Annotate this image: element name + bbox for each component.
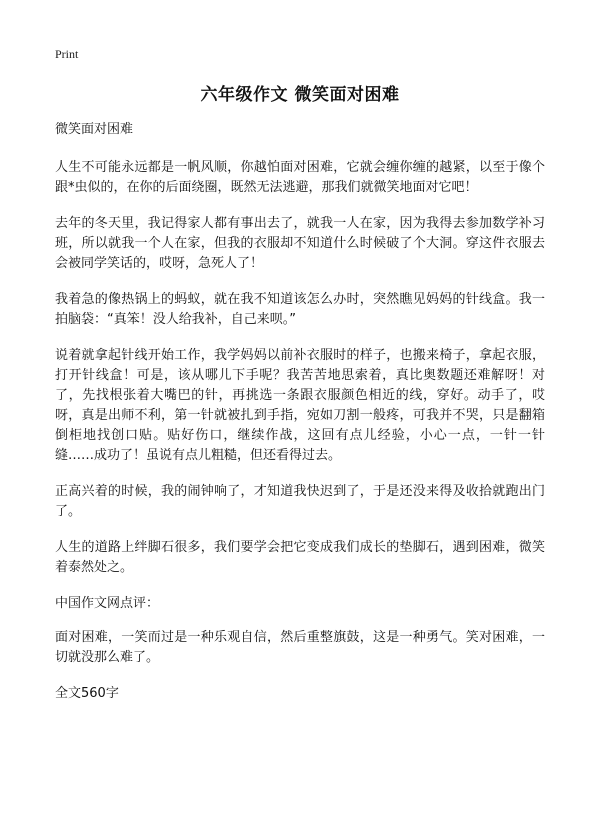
article-subtitle: 微笑面对困难: [55, 122, 134, 137]
article-title: 六年级作文 微笑面对困难: [200, 85, 400, 105]
word-count: 全文560字: [55, 686, 119, 701]
paragraph: 我着急的像热锅上的蚂蚁，就在我不知道该怎么办时，突然瞧见妈妈的针线盒。我一拍脑袋：“真笨！没人给我补，自己来呗。”: [55, 292, 545, 327]
print-link[interactable]: Print: [55, 47, 79, 61]
comment-label: 中国作文网点评：: [55, 596, 160, 611]
comment-text: 面对困难，一笑而过是一种乐观自信，然后重整旗鼓，这是一种勇气。笑对困难，一切就没那么难了。: [55, 630, 545, 665]
paragraph: 去年的冬天里，我记得家人都有事出去了，就我一人在家，因为我得去参加数学补习班，所以就我一个人在家，但我的衣服却不知道什么时候破了个大洞。穿这件衣服去会被同学笑话的，哎呀，急死人了！: [55, 216, 545, 271]
paragraph: 人生的道路上绊脚石很多，我们要学会把它变成我们成长的垫脚石，遇到困难，微笑着泰然处之。: [55, 540, 545, 575]
article-body: [55, 120, 545, 720]
paragraph: 正高兴着的时候，我的闹钟响了，才知道我快迟到了，于是还没来得及收拾就跑出门了。: [55, 484, 545, 519]
paragraph: 说着就拿起针线开始工作，我学妈妈以前补衣服时的样子，也搬来椅子，拿起衣服，打开针线盒！可是，该从哪儿下手呢？我苦苦地思索着，真比奥数题还难解呀！对了，先找根张着大嘴巴的针，再挑选一条跟衣服颜色相近的线，穿好。动手了，哎呀，真是出师不利，第一针就被扎到手指，宛如刀割一般疼，可我并不哭，只是翻箱倒柜地找创口贴。贴好伤口，继续作战，这回有点儿经验，小心一点，一针一针缝……成功了！虽说有点儿粗糙，但还看得过去。: [55, 348, 545, 463]
paragraph: 人生不可能永远都是一帆风顺，你越怕面对困难，它就会缠你缠的越紧，以至于像个跟*虫似的，在你的后面绕圈，既然无法逃避，那我们就微笑地面对它吧！: [55, 160, 545, 195]
